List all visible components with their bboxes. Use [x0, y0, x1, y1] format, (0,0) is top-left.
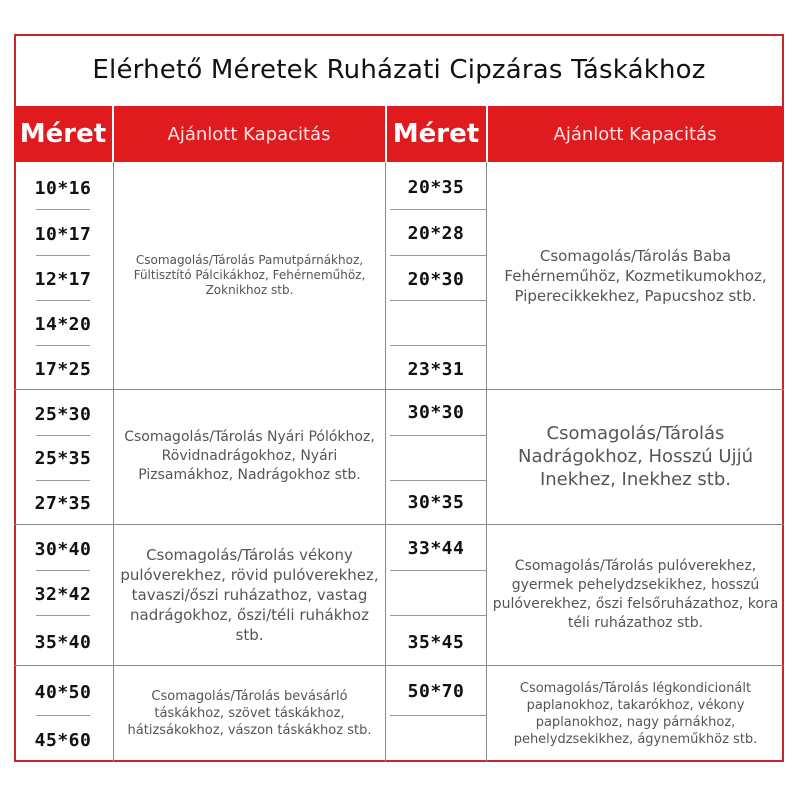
size-cell: 20*28	[407, 222, 465, 244]
row-divider	[36, 209, 90, 210]
header-divider	[385, 106, 387, 162]
header-size-right: Méret	[386, 106, 486, 162]
size-cell: 20*30	[407, 268, 465, 290]
size-cell: 45*60	[34, 729, 92, 751]
size-cell: 30*35	[407, 491, 465, 513]
capacity-description: Csomagolás/Tárolás pulóverekhez, gyermek pehelydzsekikhez, hosszú pulóverekhez, őszi felsőruházathoz, kora téli ruházathoz stb.	[492, 557, 779, 631]
row-divider	[390, 209, 486, 210]
size-cell: 30*30	[407, 401, 465, 423]
size-cell: 12*17	[34, 268, 92, 290]
page-title: Elérhető Méretek Ruházati Cipzáras Táskákhoz	[92, 55, 706, 85]
capacity-description: Csomagolás/Tárolás bevásárló táskákhoz, szövet táskákhoz, hátizsákokhoz, vászon táskákhoz stb.	[127, 689, 372, 738]
capacity-description: Csomagolás/Tárolás légkondicionált paplanokhoz, takarókhoz, vékony paplanokhoz, nagy párnákhoz, pehelydzsekikhez, ágyneműkhöz stb.	[513, 680, 758, 747]
capacity-description: Csomagolás/Tárolás Baba Fehérneműhöz, Kozmetikumokhoz, Piperecikkekhez, Papucshoz stb.	[504, 246, 767, 305]
row-divider	[36, 480, 90, 481]
row-divider	[36, 570, 90, 571]
capacity-description: Csomagolás/Tárolás vékony pulóverekhez, rövid pulóverekhez, tavaszi/őszi ruházathoz, vastag nadrágokhoz, őszi/téli ruhákhoz stb.	[120, 545, 379, 644]
capacity-description: Csomagolás/Tárolás Nyári Pólókhoz, Rövidnadrágokhoz, Nyári Pizsamákhoz, Nadrágokhoz stb.	[124, 429, 375, 483]
size-cell: 25*35	[34, 447, 92, 469]
size-cell: 10*16	[34, 177, 92, 199]
row-divider	[390, 480, 486, 481]
row-divider	[390, 255, 486, 256]
row-divider	[36, 715, 90, 716]
row-divider	[36, 345, 90, 346]
row-divider	[390, 570, 486, 571]
capacity-description: Csomagolás/Tárolás Nadrágokhoz, Hosszú Ujjú Inekhez, Inekhez stb.	[518, 423, 753, 490]
size-cell: 33*44	[407, 537, 465, 559]
size-cell: 20*35	[407, 176, 465, 198]
row-divider	[390, 615, 486, 616]
size-cell: 35*45	[407, 631, 465, 653]
row-divider	[390, 435, 486, 436]
row-divider	[390, 345, 486, 346]
size-cell: 35*40	[34, 631, 92, 653]
capacity-description: Csomagolás/Tárolás Pamutpárnákhoz, Fültisztító Pálcikákhoz, Fehérneműhöz, Zoknikhoz stb.	[133, 253, 366, 297]
row-divider	[36, 300, 90, 301]
header-divider	[486, 106, 488, 162]
row-divider	[390, 715, 486, 716]
size-cell: 23*31	[407, 358, 465, 380]
size-cell: 40*50	[34, 681, 92, 703]
row-divider	[36, 255, 90, 256]
size-cell: 30*40	[34, 538, 92, 560]
size-cell: 25*30	[34, 403, 92, 425]
header-size-left: Méret	[14, 106, 112, 162]
size-cell: 14*20	[34, 313, 92, 335]
row-divider	[390, 300, 486, 301]
header-capacity-right: Ajánlott Kapacitás	[486, 106, 784, 162]
row-divider	[36, 435, 90, 436]
size-cell: 32*42	[34, 583, 92, 605]
size-cell: 10*17	[34, 223, 92, 245]
row-divider	[36, 615, 90, 616]
size-cell: 27*35	[34, 492, 92, 514]
size-cell: 50*70	[407, 680, 465, 702]
column-divider	[385, 162, 386, 762]
header-divider	[112, 106, 114, 162]
size-cell: 17*25	[34, 358, 92, 380]
header-capacity-left: Ajánlott Kapacitás	[112, 106, 386, 162]
